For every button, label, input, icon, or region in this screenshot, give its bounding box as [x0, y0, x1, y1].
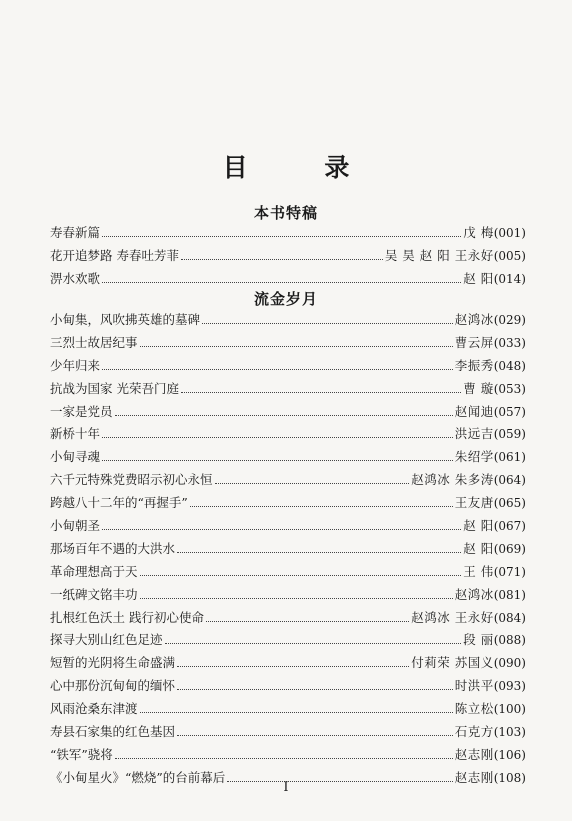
dot-leader: [181, 251, 383, 260]
toc-entry-author: 石克方: [454, 724, 494, 740]
dot-leader: [102, 228, 461, 237]
section-title-special: 本书特稿: [253, 204, 318, 222]
dot-leader: [177, 544, 461, 553]
dot-leader: [102, 429, 453, 438]
toc-entry-author: 朱绍学: [454, 449, 494, 465]
toc-entry-page: (071): [493, 564, 526, 579]
toc-entry-page: (065): [493, 496, 526, 511]
toc-entry-author: 付莉荣 苏国义: [411, 655, 494, 671]
toc-entry-title: 寿县石家集的红色基因: [50, 724, 176, 740]
toc-entry: [50, 245, 526, 268]
toc-entry-author: 李振秀: [454, 357, 494, 373]
toc-entry-title: 寿春新篇: [50, 225, 101, 240]
section-title-golden-years: 流金岁月: [253, 290, 318, 308]
toc-entry: [50, 446, 526, 469]
toc-entry-title: 小甸集，风吹拂英雄的墓碑: [50, 312, 201, 327]
toc-entry: [50, 538, 526, 561]
toc-entry-page: (061): [493, 450, 526, 465]
toc-entry-page: (048): [493, 358, 526, 373]
toc-entry-author: 洪远吉: [454, 426, 494, 442]
toc-entry: [50, 561, 526, 584]
toc-entry-author: 赵志刚: [454, 746, 494, 762]
page-title: 目 录: [222, 153, 384, 182]
toc-entry: [50, 652, 526, 675]
toc-entry-title: 六千元特殊党费昭示初心永恒: [50, 472, 213, 488]
toc-entry-page: (064): [493, 473, 526, 488]
toc-entry-page: (088): [493, 633, 526, 648]
dot-leader: [102, 361, 453, 370]
toc-entry-title: 花开追梦路 寿春吐芳菲: [50, 247, 179, 263]
toc-entry-title: 小甸寻魂: [50, 449, 101, 465]
dot-leader: [215, 475, 410, 484]
toc-entry-page: (053): [493, 381, 526, 396]
toc-entry: [50, 675, 526, 698]
toc-entry-page: (067): [493, 519, 526, 534]
toc-entry: [50, 698, 526, 721]
toc-entry-author: 赵鸿冰: [454, 312, 494, 327]
toc-entry: [50, 423, 526, 446]
dot-leader: [140, 338, 453, 347]
toc-entry-author: 戊 梅: [463, 225, 494, 240]
toc-entry-author: 陈立松: [454, 701, 494, 717]
dot-leader: [102, 274, 461, 283]
toc-entry: [50, 721, 526, 744]
toc-entry: [50, 469, 526, 492]
toc-entry: [50, 744, 526, 767]
dot-leader: [165, 635, 462, 644]
toc-entry: [50, 629, 526, 652]
toc-entry-page: (103): [493, 725, 526, 740]
dot-leader: [190, 498, 453, 507]
toc-entry-title: 扎根红色沃土 践行初心使命: [50, 609, 204, 625]
toc-entry: [50, 332, 526, 355]
toc-entry-title: 小甸朝圣: [50, 518, 101, 534]
dot-leader: [140, 567, 462, 576]
toc-entry-title: 那场百年不遇的大洪水: [50, 540, 176, 556]
toc-entry-author: 时洪平: [454, 678, 494, 694]
toc-entry-page: (069): [493, 541, 526, 556]
dot-leader: [181, 384, 461, 393]
toc-entry-author: 王 伟: [463, 563, 494, 579]
toc-entry-title: “铁军”骁将: [50, 746, 113, 762]
toc-entry-page: (029): [493, 313, 526, 327]
toc-entry: [50, 492, 526, 515]
toc-entry-page: (084): [493, 610, 526, 625]
toc-list-special: [50, 222, 526, 291]
toc-entry-title: 《小甸星火》“燃烧”的台前幕后: [50, 769, 226, 785]
toc-entry: [50, 309, 526, 332]
dot-leader: [102, 521, 461, 530]
toc-entry-page: (005): [493, 248, 526, 263]
toc-entry-page: (108): [493, 770, 526, 785]
toc-entry: [50, 222, 526, 245]
toc-entry-title: 三烈士故居纪事: [50, 334, 138, 350]
toc-entry: [50, 401, 526, 424]
toc-entry-title: 跨越八十二年的“再握手”: [50, 495, 188, 511]
toc-entry-author: 曹 璇: [463, 380, 494, 396]
toc-entry-page: (093): [493, 679, 526, 694]
dot-leader: [206, 613, 409, 622]
toc-entry-title: 风雨沧桑东津渡: [50, 701, 138, 717]
toc-entry-author: 赵 阳: [463, 540, 494, 556]
toc-entry: [50, 607, 526, 630]
toc-entry-page: (106): [493, 747, 526, 762]
toc-entry-author: 吴 昊 赵 阳 王永好: [384, 247, 494, 263]
page-number: I: [283, 780, 289, 795]
toc-entry-author: 赵鸿冰 朱多涛: [411, 472, 494, 488]
toc-entry-title: 短暂的光阴将生命盛满: [50, 655, 176, 671]
toc-entry-page: (033): [493, 335, 526, 350]
dot-leader: [115, 407, 453, 416]
toc-entry-title: 一家是党员: [50, 403, 113, 419]
toc-entry-page: (100): [493, 702, 526, 717]
toc-entry-page: (090): [493, 656, 526, 671]
toc-entry-author: 赵志刚: [454, 769, 494, 785]
toc-entry-author: 王友唐: [454, 495, 494, 511]
toc-entry-author: 曹云屏: [454, 334, 494, 350]
toc-entry-page: (001): [493, 226, 526, 240]
toc-entry-title: 一纸碑文铭丰功: [50, 586, 138, 602]
toc-entry-title: 心中那份沉甸甸的缅怀: [50, 678, 176, 694]
toc-entry-author: 赵 阳: [463, 518, 494, 534]
toc-entry-author: 赵鸿冰: [454, 586, 494, 602]
toc-entry-page: (057): [493, 404, 526, 419]
toc-entry-title: 新桥十年: [50, 426, 101, 442]
toc-entry-page: (059): [493, 427, 526, 442]
dot-leader: [102, 452, 453, 461]
toc-entry-author: 赵 阳: [463, 270, 494, 286]
dot-leader: [202, 315, 453, 324]
toc-entry-title: 革命理想高于天: [50, 563, 138, 579]
toc-entry-author: 段 丽: [463, 632, 494, 648]
dot-leader: [177, 727, 453, 736]
toc-entry-author: 赵闻迪: [454, 403, 494, 419]
toc-entry: [50, 584, 526, 607]
toc-entry-page: (014): [493, 271, 526, 286]
toc-entry-title: 少年归来: [50, 357, 101, 373]
dot-leader: [115, 750, 453, 759]
toc-entry-author: 赵鸿冰 王永好: [411, 609, 494, 625]
dot-leader: [140, 704, 453, 713]
toc-entry-title: 抗战为国家 光荣吾门庭: [50, 380, 179, 396]
toc-entry-title: 探寻大别山红色足迹: [50, 632, 163, 648]
dot-leader: [177, 681, 453, 690]
dot-leader: [177, 658, 409, 667]
toc-entry: [50, 355, 526, 378]
toc-list-golden-years: [50, 309, 526, 790]
toc-entry-page: (081): [493, 587, 526, 602]
dot-leader: [140, 590, 453, 599]
toc-entry-title: 淠水欢歌: [50, 270, 101, 286]
toc-entry: [50, 378, 526, 401]
toc-entry: [50, 515, 526, 538]
